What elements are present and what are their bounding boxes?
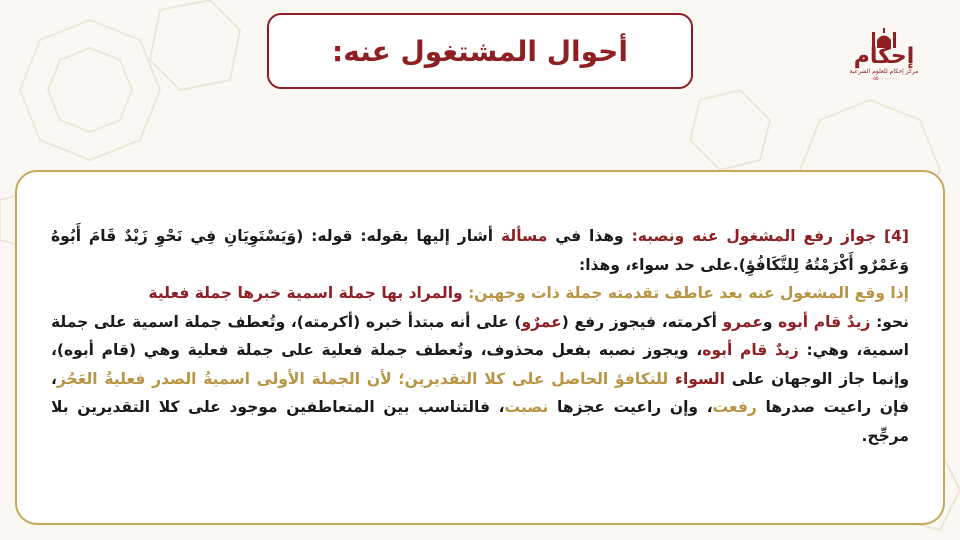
text-run: أكرمته، فيجوز رفع ( [561, 312, 723, 331]
text-run: وهذا في [547, 227, 632, 245]
text-run: ، فالتناسب بين المتعاطفين موجود على كلا التقديرين بلا مرجِّح. [51, 398, 909, 445]
text-run: و [762, 312, 779, 331]
definition-text: والمراد بها جملة اسمية خبرها جملة فعلية [148, 284, 469, 302]
text-run: أشار إليها بقوله: قوله: [303, 227, 501, 245]
example-text: زيدٌ قام أبوه [702, 341, 799, 359]
highlight-term: السواء [675, 369, 725, 388]
text-run [668, 370, 675, 388]
highlight-term: نصبت [504, 398, 549, 416]
logo-phone: ٠٥٥٠٠٠٠٠٠٠ [870, 76, 898, 82]
reason-text: للتكافؤ الحاصل على كلا التقديرين؛ لأن الجملة الأولى اسميةُ الصدر فعليةُ العَجُز [56, 369, 669, 388]
condition-text: إذا وقع المشغول عنه بعد عاطف تقدمته جملة ذات وجهين: [468, 284, 909, 302]
example-text: زيدٌ قام أبوه [778, 312, 871, 331]
title-box [267, 13, 693, 89]
content-box [15, 170, 945, 525]
highlight-term: مسألة [500, 227, 548, 245]
logo [846, 28, 922, 94]
text-run: نحو: [870, 312, 909, 331]
example-text: عمرو [722, 312, 763, 331]
content-paragraph [51, 222, 909, 450]
quoted-verse: (وَيَسْتَوِيَانِ فِي نَحْوِ زَيْدٌ قَامَ أَبُوهُ وَعَمْرٌو أَكْرَمْتُهُ لِلتَّكَافُؤِ) [51, 227, 909, 274]
example-text: عمرٌو [521, 312, 562, 331]
text-run: ، فإن راعيت صدرها [51, 369, 909, 416]
page-title: أحوال المشتغول عنه: [332, 34, 628, 68]
text-run: ) على أنه مبتدأ خبره (أكرمته)، وتُعطف جملة اسمية على جملة اسمية، وهي: [51, 312, 909, 359]
logo-name: إحكام [853, 44, 915, 69]
point-heading: [4] جواز رفع المشغول عنه ونصبه: [631, 227, 909, 245]
text-run: ، ويجوز نصبه بفعل محذوف، وتُعطف جملة فعلية على جملة فعلية وهي (قام أبوه)، وإنما جاز الوجهان على [51, 341, 909, 388]
highlight-term: رفعت [712, 398, 757, 416]
logo-subtitle: مركز إحكام للعلوم الشرعية [849, 68, 919, 75]
text-run: .على حد سواء، وهذا: [579, 255, 739, 274]
text-run: ، وإن راعيت عجزها [548, 398, 713, 416]
